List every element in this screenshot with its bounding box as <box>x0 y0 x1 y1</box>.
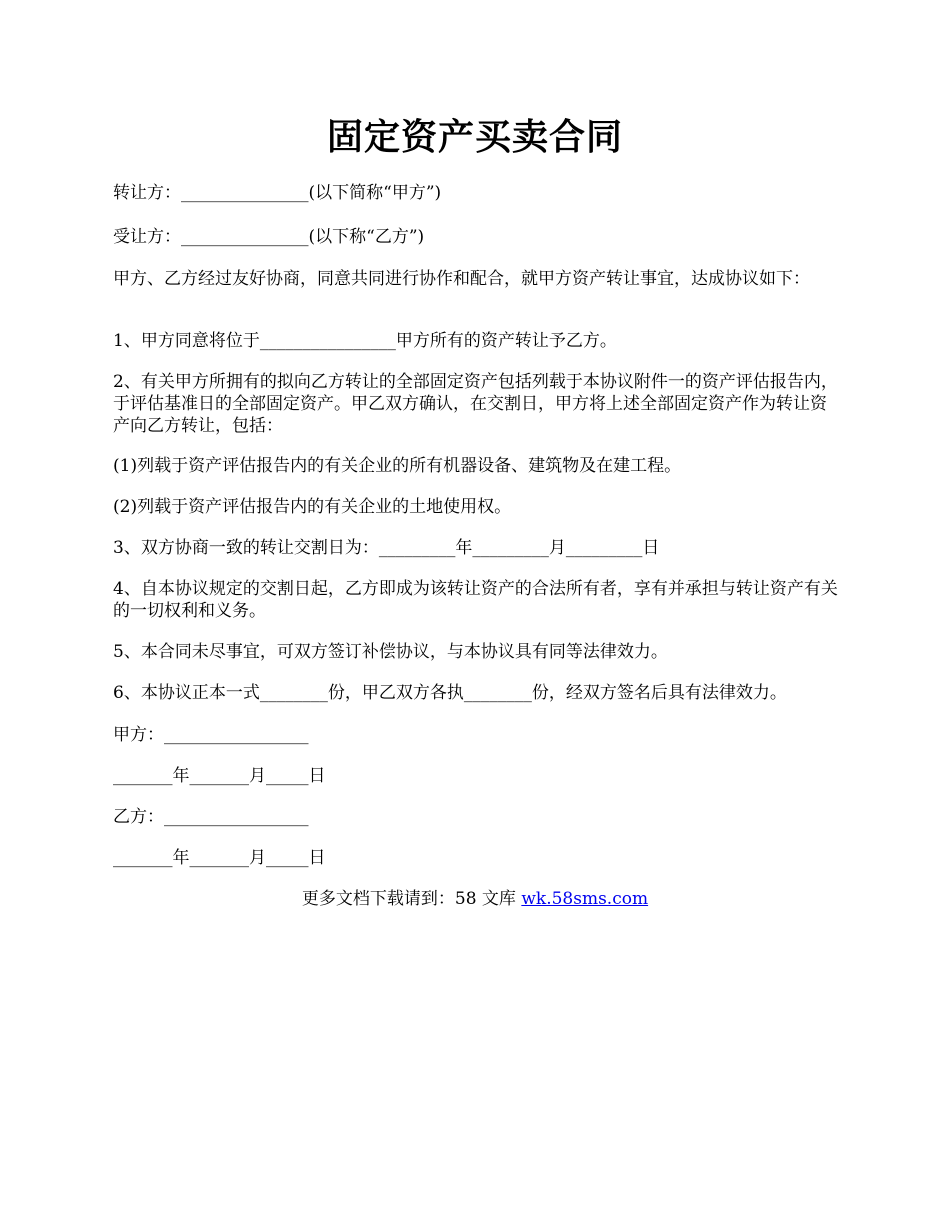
clause-4: 4、自本协议规定的交割日起，乙方即成为该转让资产的合法所有者，享有并承担与转让资产有关的一切权利和义务。 <box>113 579 838 621</box>
party-a-signature: 甲方：_________________ <box>113 725 309 745</box>
clause-2: 2、有关甲方所拥有的拟向乙方转让的全部固定资产包括列载于本协议附件一的资产评估报告内，于评估基准日的全部固定资产。甲乙双方确认，在交割日，甲方将上述全部固定资产作为转让资产向乙方转让，包括： <box>113 372 838 436</box>
clause-2-item-1: (1)列载于资产评估报告内的有关企业的所有机器设备、建筑物及在建工程。 <box>113 456 682 476</box>
preamble-paragraph: 甲方、乙方经过友好协商，同意共同进行协作和配合，就甲方资产转让事宜，达成协议如下： <box>113 269 810 289</box>
footer-link[interactable]: wk.58sms.com <box>521 889 649 909</box>
footer <box>0 888 950 910</box>
clause-1: 1、甲方同意将位于________________甲方所有的资产转让予乙方。 <box>113 331 617 351</box>
clause-6: 6、本协议正本一式________份，甲乙双方各执________份，经双方签名后具有法律效力。 <box>113 683 787 703</box>
transferor-line: 转让方：_______________(以下简称“甲方”) <box>113 183 442 203</box>
footer-text: 更多文档下载请到：58 文库 <box>301 889 522 909</box>
transferee-line: 受让方：_______________(以下称“乙方”) <box>113 227 425 247</box>
clause-5: 5、本合同未尽事宜，可双方签订补偿协议，与本协议具有同等法律效力。 <box>113 642 668 662</box>
document-title: 固定资产买卖合同 <box>326 116 623 158</box>
party-b-signature: 乙方：_________________ <box>113 807 309 827</box>
party-a-date: _______年_______月_____日 <box>113 766 326 786</box>
clause-2-item-2: (2)列载于资产评估报告内的有关企业的土地使用权。 <box>113 497 512 517</box>
clause-3: 3、双方协商一致的转让交割日为：_________年_________月_________日 <box>113 538 660 558</box>
party-b-date: _______年_______月_____日 <box>113 848 326 868</box>
